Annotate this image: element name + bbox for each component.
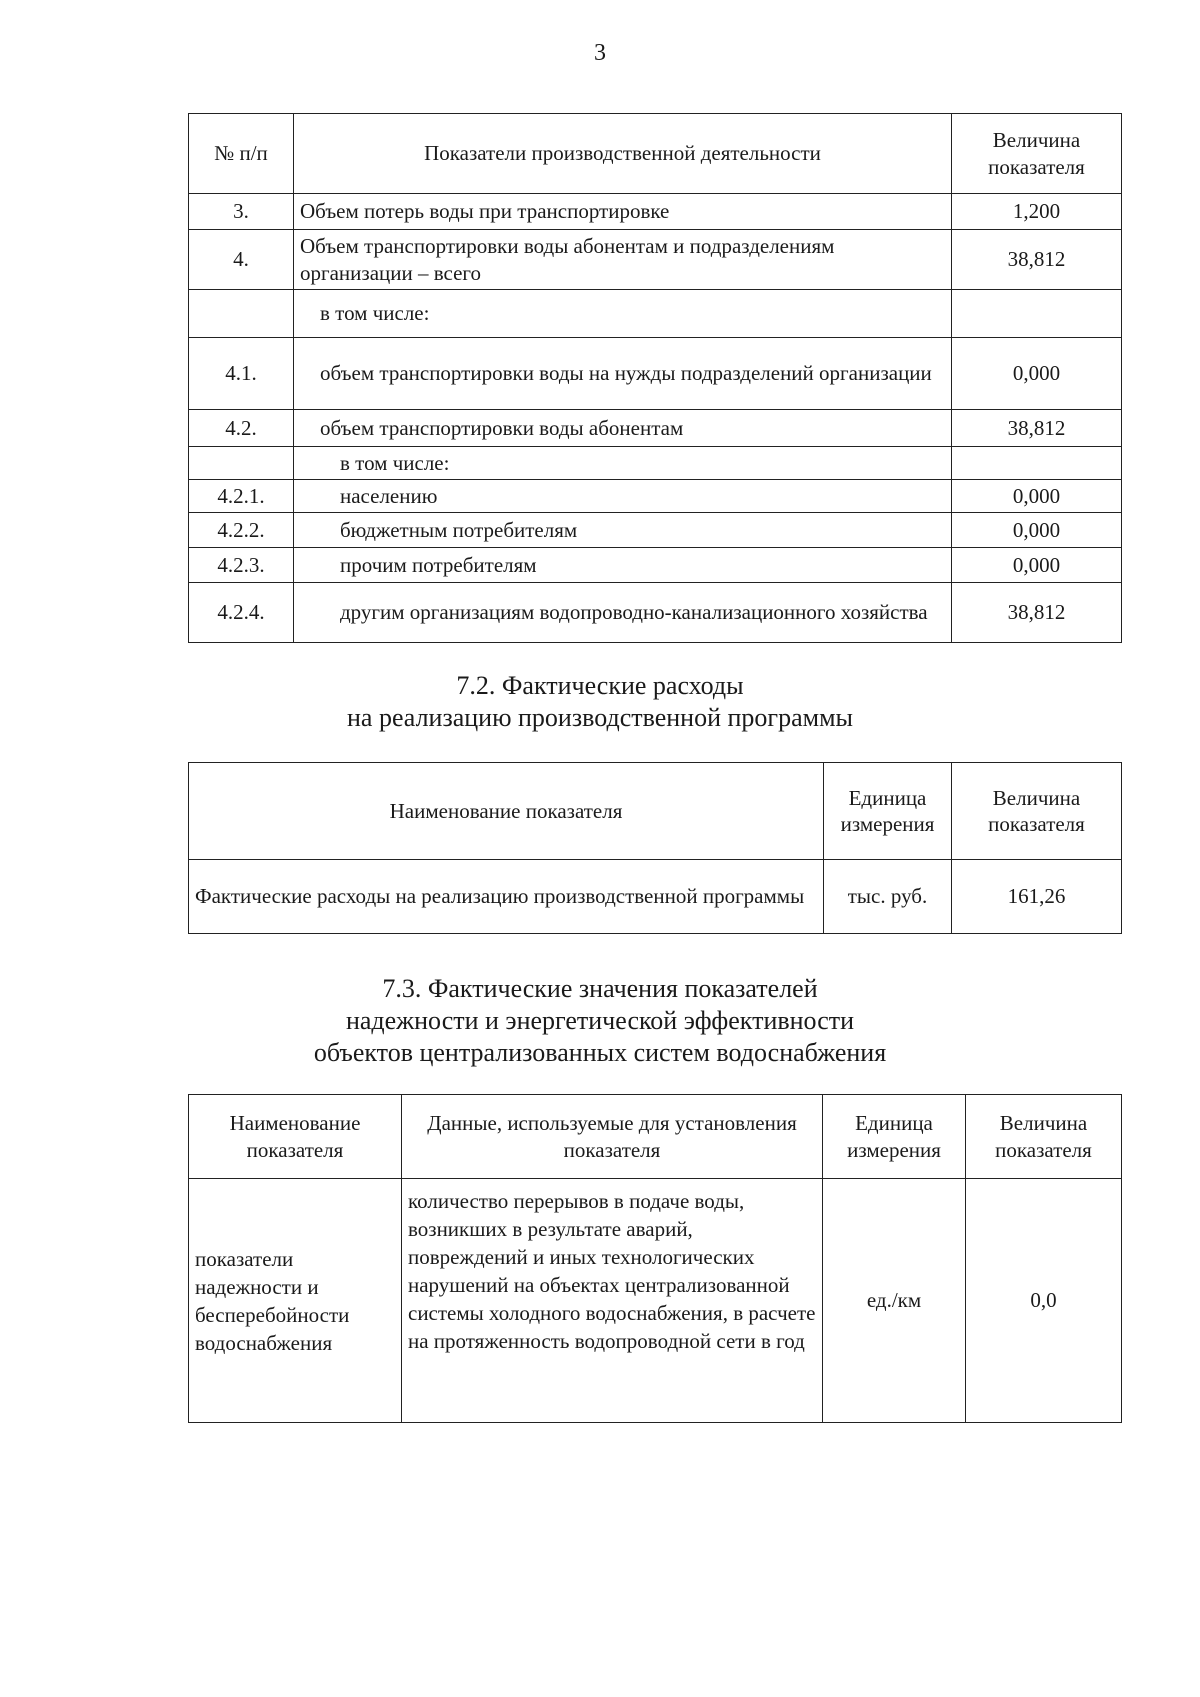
actual-expenses-table bbox=[188, 762, 1122, 934]
row-name: населению bbox=[294, 480, 952, 513]
row-value bbox=[952, 447, 1122, 480]
row-name: показатели надежности и бесперебойности водоснабжения bbox=[189, 1179, 402, 1423]
heading-line: 7.2. Фактические расходы bbox=[456, 671, 744, 700]
table-row bbox=[189, 194, 1122, 230]
row-name: объем транспортировки воды абонентам bbox=[294, 410, 952, 447]
row-value: 38,812 bbox=[952, 410, 1122, 447]
table-row bbox=[189, 583, 1122, 643]
row-num: 4. bbox=[189, 230, 294, 290]
row-value: 38,812 bbox=[952, 583, 1122, 643]
heading-line: надежности и энергетической эффективности bbox=[345, 1006, 855, 1035]
row-num: 3. bbox=[189, 194, 294, 230]
header-num: № п/п bbox=[189, 114, 294, 194]
row-num: 4.2. bbox=[189, 410, 294, 447]
row-value: 0,0 bbox=[966, 1179, 1122, 1423]
page-number: 3 bbox=[594, 40, 606, 66]
table-row bbox=[189, 338, 1122, 410]
reliability-indicators-table bbox=[188, 1094, 1122, 1423]
row-name: другим организациям водопроводно-канализационного хозяйства bbox=[294, 583, 952, 643]
header-indicator: Показатели производственной деятельности bbox=[294, 114, 952, 194]
header-value: Величина показателя bbox=[952, 114, 1122, 194]
table-row bbox=[189, 410, 1122, 447]
row-name: бюджетным потребителям bbox=[294, 513, 952, 548]
row-name: Объем транспортировки воды абонентам и подразделениям организации – всего bbox=[294, 230, 952, 290]
row-name: объем транспортировки воды на нужды подразделений организации bbox=[294, 338, 952, 410]
table-row bbox=[189, 480, 1122, 513]
header-unit: Единица измерения bbox=[823, 1095, 966, 1179]
row-num: 4.2.2. bbox=[189, 513, 294, 548]
table-header-row bbox=[189, 114, 1122, 194]
header-name: Наименование показателя bbox=[189, 1095, 402, 1179]
table-row bbox=[189, 860, 1122, 934]
row-value: 0,000 bbox=[952, 513, 1122, 548]
row-value: 0,000 bbox=[952, 480, 1122, 513]
row-value: 38,812 bbox=[952, 230, 1122, 290]
heading-line: на реализацию производственной программы bbox=[346, 703, 853, 732]
table-row bbox=[189, 548, 1122, 583]
row-num: 4.1. bbox=[189, 338, 294, 410]
row-name: Фактические расходы на реализацию производственной программы bbox=[189, 860, 824, 934]
row-value: 0,000 bbox=[952, 338, 1122, 410]
section-7-2-heading bbox=[0, 670, 1200, 734]
row-num bbox=[189, 447, 294, 480]
row-name: Объем потерь воды при транспортировке bbox=[294, 194, 952, 230]
header-data: Данные, используемые для установления показателя bbox=[402, 1095, 823, 1179]
row-value: 0,000 bbox=[952, 548, 1122, 583]
row-name: в том числе: bbox=[294, 447, 952, 480]
heading-line: 7.3. Фактические значения показателей bbox=[382, 974, 818, 1003]
table-row bbox=[189, 230, 1122, 290]
row-value: 161,26 bbox=[952, 860, 1122, 934]
header-value: Величина показателя bbox=[966, 1095, 1122, 1179]
table-row bbox=[189, 513, 1122, 548]
row-num: 4.2.1. bbox=[189, 480, 294, 513]
row-num: 4.2.4. bbox=[189, 583, 294, 643]
row-unit: ед./км bbox=[823, 1179, 966, 1423]
header-name: Наименование показателя bbox=[189, 763, 824, 860]
row-name: в том числе: bbox=[294, 290, 952, 338]
row-value bbox=[952, 290, 1122, 338]
table-header-row bbox=[189, 763, 1122, 860]
production-indicators-table bbox=[188, 113, 1122, 643]
row-num: 4.2.3. bbox=[189, 548, 294, 583]
table-row bbox=[189, 290, 1122, 338]
heading-line: объектов централизованных систем водоснабжения bbox=[313, 1038, 887, 1067]
section-7-3-heading bbox=[0, 973, 1200, 1069]
table-header-row bbox=[189, 1095, 1122, 1179]
table-row bbox=[189, 1179, 1122, 1423]
row-data: количество перерывов в подаче воды, возникших в результате аварий, повреждений и иных технологических нарушений на объектах централизованной системы холодного водоснабжения, в расчете на протяженность водопроводной сети в год bbox=[402, 1179, 823, 1423]
table-row bbox=[189, 447, 1122, 480]
row-unit: тыс. руб. bbox=[824, 860, 952, 934]
row-num bbox=[189, 290, 294, 338]
row-name: прочим потребителям bbox=[294, 548, 952, 583]
row-value: 1,200 bbox=[952, 194, 1122, 230]
header-unit: Единица измерения bbox=[824, 763, 952, 860]
header-value: Величина показателя bbox=[952, 763, 1122, 860]
